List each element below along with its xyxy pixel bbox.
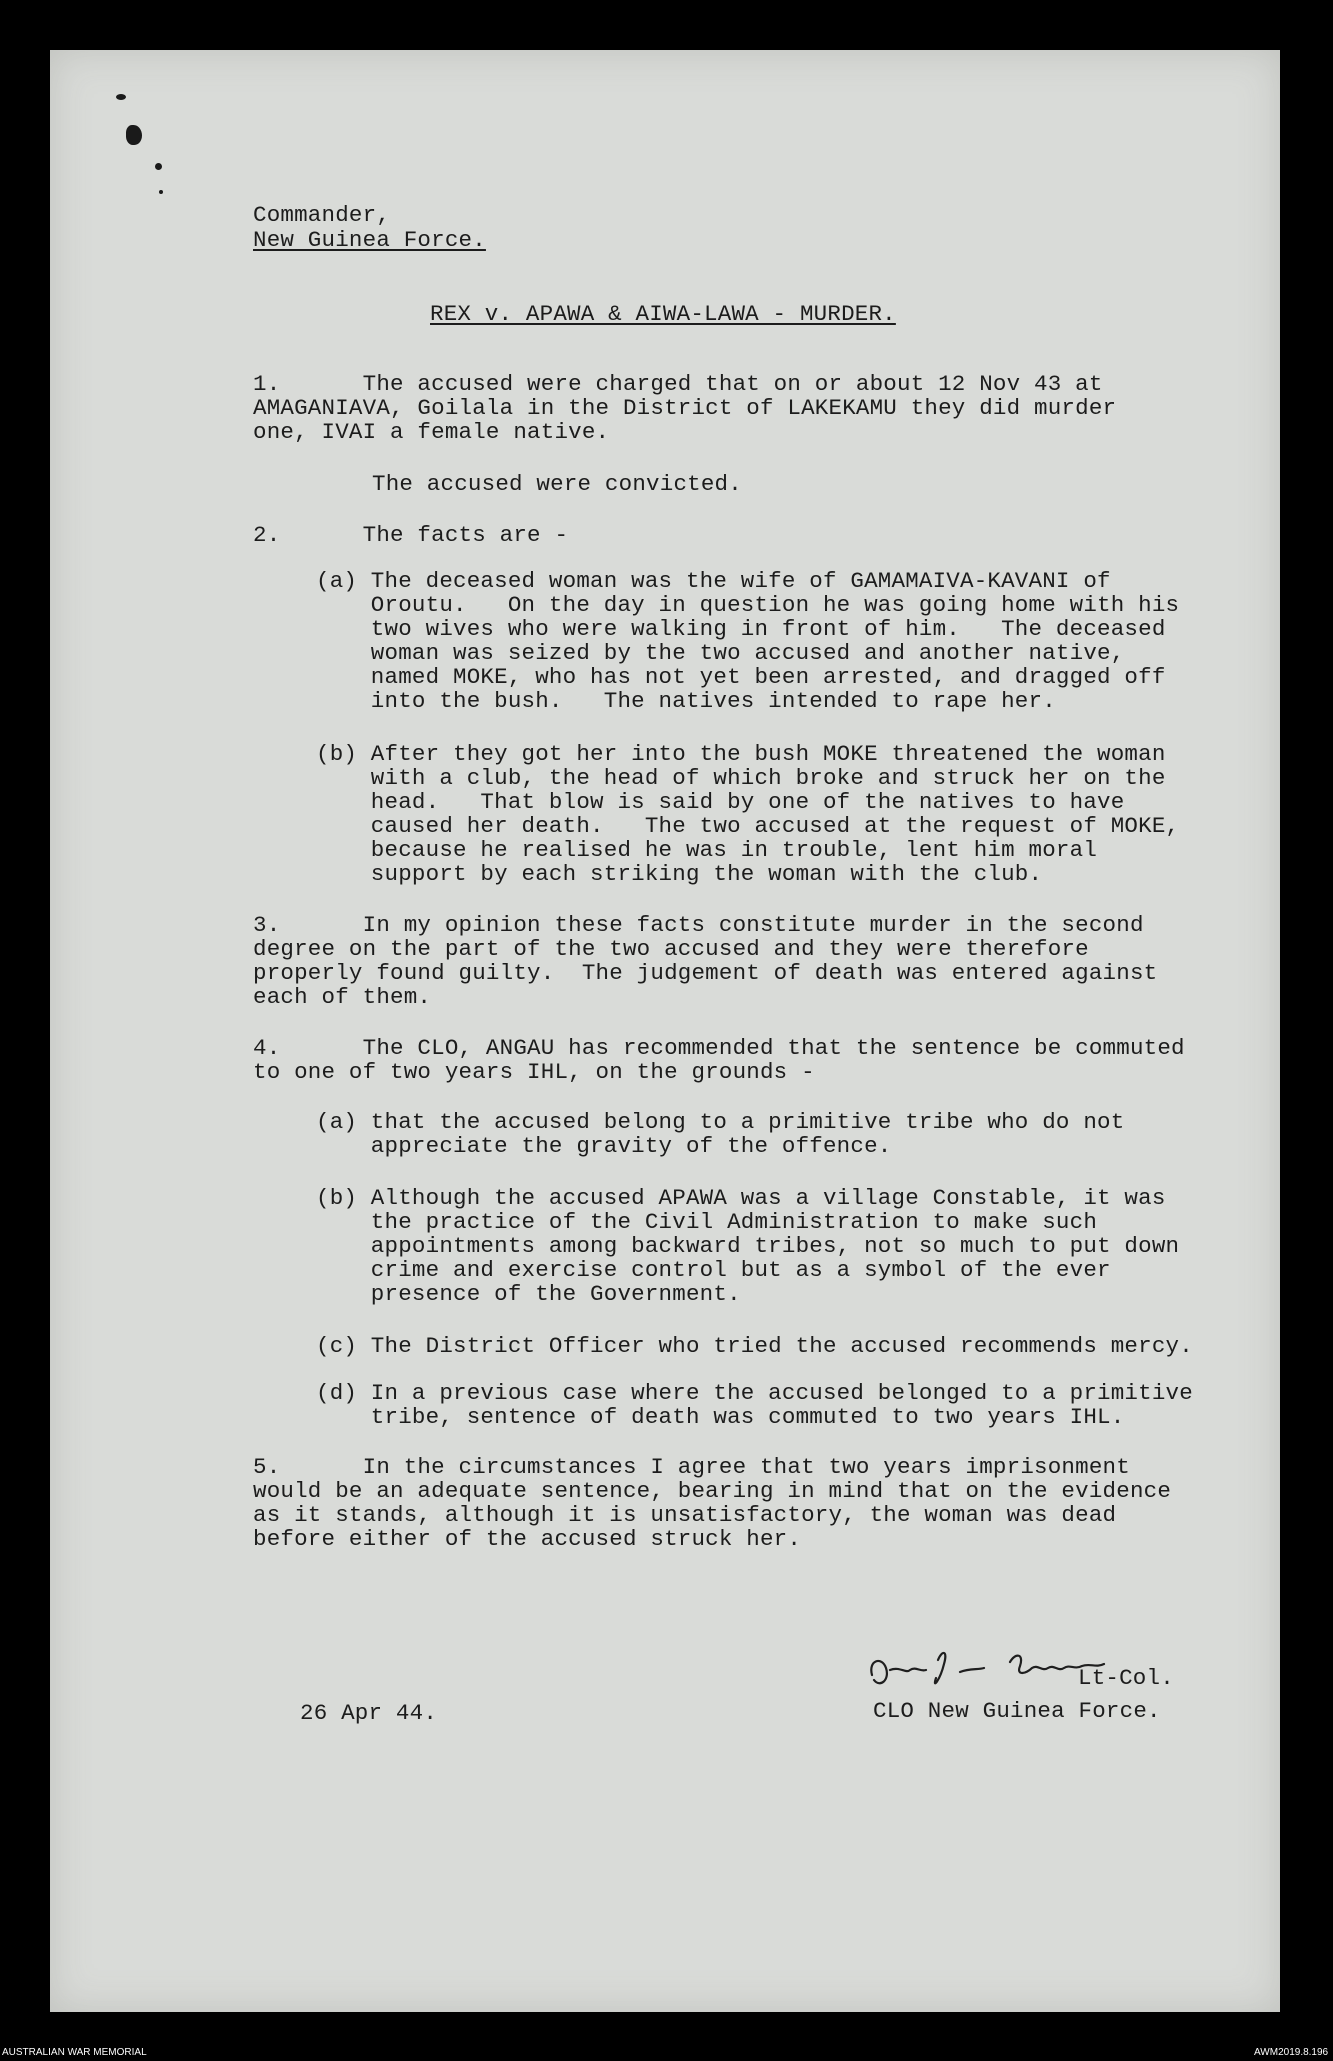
- para4-line: to one of two years IHL, on the grounds -: [253, 1059, 815, 1085]
- addressee-line1: Commander,: [253, 202, 391, 228]
- para1-line: 1. The accused were charged that on or about 12 Nov 43 at: [253, 371, 1103, 397]
- para2b-line: (b) After they got her into the bush MOKE threatened the woman: [316, 741, 1166, 767]
- para2b-line: support by each striking the woman with the club.: [316, 861, 1043, 887]
- addressee-line2: New Guinea Force.: [253, 227, 486, 253]
- para2b-line: head. That blow is said by one of the natives to have: [316, 789, 1125, 815]
- para2a-line: woman was seized by the two accused and another native,: [316, 640, 1125, 666]
- para4c-line: (c) The District Officer who tried the accused recommends mercy.: [316, 1333, 1193, 1359]
- para2a-line: two wives who were walking in front of him. The deceased: [316, 616, 1166, 642]
- subject-heading: REX v. APAWA & AIWA-LAWA - MURDER.: [430, 301, 896, 327]
- punch-hole: [126, 125, 142, 145]
- para3-line: degree on the part of the two accused and they were therefore: [253, 936, 1089, 962]
- convicted-line: The accused were convicted.: [372, 471, 742, 497]
- para4-line: 4. The CLO, ANGAU has recommended that the sentence be commuted: [253, 1035, 1185, 1061]
- signature-title: CLO New Guinea Force.: [873, 1698, 1161, 1724]
- para2a-line: named MOKE, who has not yet been arrested, and dragged off: [316, 664, 1166, 690]
- para4b-line: the practice of the Civil Administration to make such: [316, 1209, 1098, 1235]
- para4b-line: appointments among backward tribes, not so much to put down: [316, 1233, 1180, 1259]
- paper-mark: [155, 163, 162, 170]
- para3-line: 3. In my opinion these facts constitute murder in the second: [253, 912, 1144, 938]
- para1-line: one, IVAI a female native.: [253, 419, 610, 445]
- para5-line: before either of the accused struck her.: [253, 1526, 802, 1552]
- para2b-line: because he realised he was in trouble, lent him moral: [316, 837, 1098, 863]
- para4a-line: (a) that the accused belong to a primitive tribe who do not: [316, 1109, 1125, 1135]
- para5-line: as it stands, although it is unsatisfactory, the woman was dead: [253, 1502, 1117, 1528]
- para3-line: properly found guilty. The judgement of death was entered against: [253, 960, 1158, 986]
- para5-line: would be an adequate sentence, bearing in mind that on the evidence: [253, 1478, 1172, 1504]
- para2b-line: with a club, the head of which broke and struck her on the: [316, 765, 1166, 791]
- paper-mark: [159, 190, 163, 194]
- para2a-line: Oroutu. On the day in question he was going home with his: [316, 592, 1180, 618]
- para2a-line: (a) The deceased woman was the wife of GAMAMAIVA-KAVANI of: [316, 568, 1111, 594]
- document-date: 26 Apr 44.: [300, 1700, 438, 1726]
- para4b-line: (b) Although the accused APAWA was a village Constable, it was: [316, 1185, 1166, 1211]
- footer-left: AUSTRALIAN WAR MEMORIAL: [2, 2047, 147, 2058]
- para4b-line: presence of the Government.: [316, 1281, 741, 1307]
- signature-rank: Lt-Col.: [1078, 1665, 1174, 1691]
- para4b-line: crime and exercise control but as a symbol of the ever: [316, 1257, 1111, 1283]
- paper-mark: [116, 94, 126, 100]
- para2-heading: 2. The facts are -: [253, 522, 569, 548]
- para4d-line: tribe, sentence of death was commuted to two years IHL.: [316, 1404, 1125, 1430]
- para4a-line: appreciate the gravity of the offence.: [316, 1133, 892, 1159]
- para4d-line: (d) In a previous case where the accused belonged to a primitive: [316, 1380, 1193, 1406]
- para3-line: each of them.: [253, 984, 432, 1010]
- para2b-line: caused her death. The two accused at the request of MOKE,: [316, 813, 1180, 839]
- footer-right: AWM2019.8.196: [1254, 2047, 1329, 2058]
- para5-line: 5. In the circumstances I agree that two years imprisonment: [253, 1454, 1130, 1480]
- para1-line: AMAGANIAVA, Goilala in the District of LAKEKAMU they did murder: [253, 395, 1117, 421]
- para2a-line: into the bush. The natives intended to rape her.: [316, 688, 1056, 714]
